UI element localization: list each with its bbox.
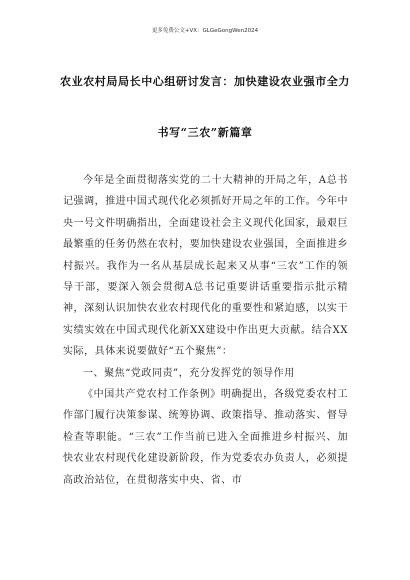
document-title-line-2: 书写“三农”新篇章 — [157, 126, 253, 139]
document-title-line-1: 农业农村局局长中心组研讨发言：加快建设农业强市全力 — [60, 75, 350, 88]
body-paragraph-intro: 今年是全面贯彻落实党的二十大精神的开局之年，A总书记强调，推进中国式现代化必须抓好开局之年的工作。今年中央一号文件明确指出，全面建设社会主义现代化国家，最艰巨最繁重的任务仍然在农村，要加快建设农业强国，全面推进乡村振兴。我作为一名从基层成长起来又从事“三农”工作的领导干部，要深入领会贯彻A总书记重要讲话重要指示批示精神，深刻认识加快农业农村现代化的重要性和紧迫感，以实干实绩实效在中国式现代化新XX建设中作出更大贡献。结合XX实际，具体来说要做好“五个聚焦”： — [63, 175, 348, 358]
document-body — [63, 170, 348, 491]
section-heading-1: 一、聚焦“党政同责”，充分发挥党的领导作用 — [83, 367, 295, 379]
body-paragraph-section-1: 《中国共产党农村工作条例》明确提出，各级党委农村工作部门履行决策参谋、统筹协调、政策指导、推动落实、督导检查等职能。“三农”工作当前已进入全面推进乡村振兴、加快农业农村现代化建设新阶段，作为党委农办负责人，必须提高政治站位，在贯彻落实中央、省、市 — [63, 389, 348, 486]
header-watermark: 更多免费公文+VX：GLGeGongWen2024 — [151, 28, 259, 34]
